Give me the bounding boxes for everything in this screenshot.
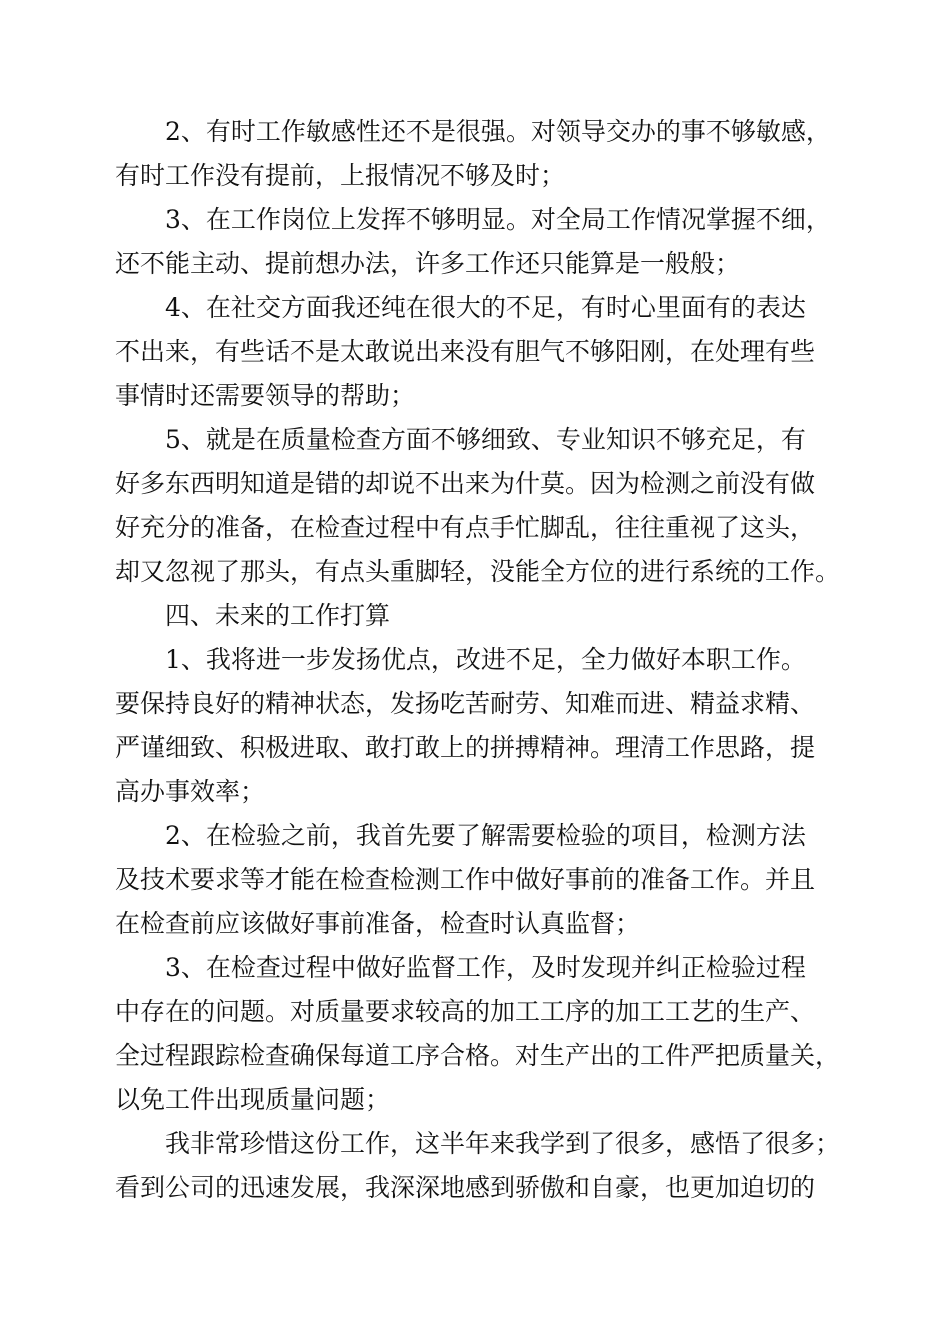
document-body — [115, 110, 845, 1210]
paragraph-plan-3 — [115, 946, 845, 1122]
text-line: 我非常珍惜这份工作，这半年来我学到了很多，感悟了很多； — [165, 1129, 841, 1158]
text-line: 以免工件出现质量问题； — [115, 1085, 391, 1114]
text-line: 严谨细致、积极进取、敢打敢上的拼搏精神。理清工作思路，提 — [115, 733, 816, 762]
text-line: 还不能主动、提前想办法，许多工作还只能算是一般般； — [115, 249, 741, 278]
text-line: 看到公司的迅速发展，我深深地感到骄傲和自豪，也更加迫切的 — [115, 1173, 816, 1202]
section-heading: 四、未来的工作打算 — [165, 601, 391, 630]
text-line: 却又忽视了那头，有点头重脚轻，没能全方位的进行系统的工作。 — [115, 557, 841, 586]
paragraph-plan-2 — [115, 814, 845, 946]
text-line: 3、在检查过程中做好监督工作，及时发现并纠正检验过程 — [165, 953, 806, 982]
paragraph-weakness-3 — [115, 198, 845, 286]
paragraph-weakness-5 — [115, 418, 845, 594]
text-line: 中存在的问题。对质量要求较高的加工工序的加工工艺的生产、 — [115, 997, 816, 1026]
text-line: 3、在工作岗位上发挥不够明显。对全局工作情况掌握不细， — [165, 205, 831, 234]
text-line: 2、在检验之前，我首先要了解需要检验的项目，检测方法 — [165, 821, 806, 850]
paragraph-weakness-4 — [115, 286, 845, 418]
paragraph-weakness-2 — [115, 110, 845, 198]
section-heading-future-plans — [115, 594, 845, 638]
text-line: 5、就是在质量检查方面不够细致、专业知识不够充足，有 — [165, 425, 806, 454]
paragraph-closing — [115, 1122, 845, 1210]
text-line: 2、有时工作敏感性还不是很强。对领导交办的事不够敏感， — [165, 117, 831, 146]
text-line: 有时工作没有提前，上报情况不够及时； — [115, 161, 566, 190]
text-line: 要保持良好的精神状态，发扬吃苦耐劳、知难而进、精益求精、 — [115, 689, 816, 718]
text-line: 事情时还需要领导的帮助； — [115, 381, 416, 410]
text-line: 及技术要求等才能在检查检测工作中做好事前的准备工作。并且 — [115, 865, 816, 894]
text-line: 不出来，有些话不是太敢说出来没有胆气不够阳刚，在处理有些 — [115, 337, 816, 366]
text-line: 全过程跟踪检查确保每道工序合格。对生产出的工件严把质量关， — [115, 1041, 841, 1070]
text-line: 4、在社交方面我还纯在很大的不足，有时心里面有的表达 — [165, 293, 806, 322]
text-line: 在检查前应该做好事前准备，检查时认真监督； — [115, 909, 641, 938]
text-line: 好多东西明知道是错的却说不出来为什莫。因为检测之前没有做 — [115, 469, 816, 498]
text-line: 1、我将进一步发扬优点，改进不足，全力做好本职工作。 — [165, 645, 806, 674]
text-line: 高办事效率； — [115, 777, 266, 806]
text-line: 好充分的准备，在检查过程中有点手忙脚乱，往往重视了这头， — [115, 513, 816, 542]
paragraph-plan-1 — [115, 638, 845, 814]
